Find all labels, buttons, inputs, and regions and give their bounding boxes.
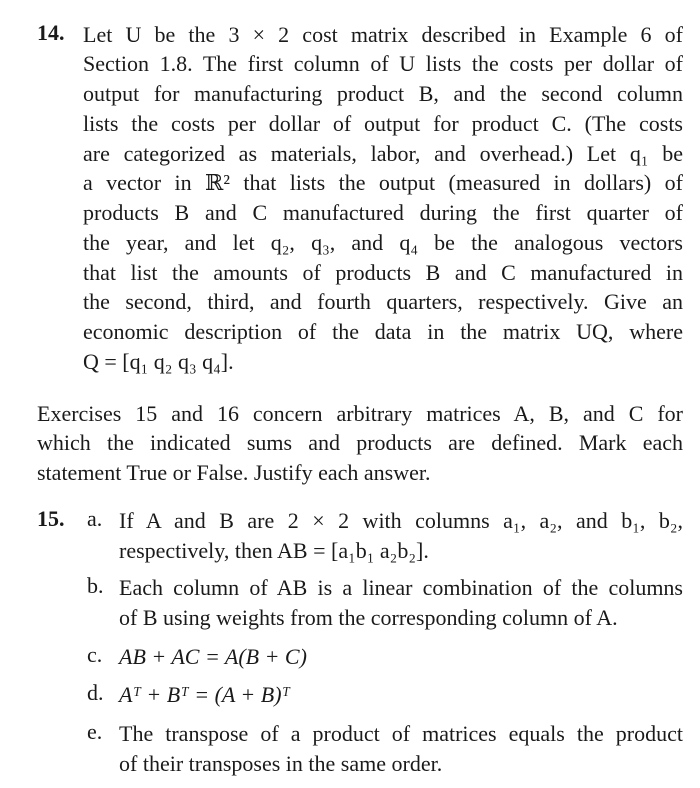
part-d-letter: d. — [87, 680, 104, 705]
exercise-14-line: are categorized as materials, labor, and overhead.) Let q₁ be — [83, 141, 683, 166]
exercise-15-number: 15. — [37, 506, 65, 531]
exercise-14-line: lists the costs per dollar of output for product C. (The costs — [83, 111, 683, 136]
exercise-14-line: that list the amounts of products B and C manufactured in — [83, 260, 683, 285]
part-b-letter: b. — [87, 573, 104, 598]
part-b-line: of B using weights from the corresponding column of A. — [119, 605, 618, 630]
exercise-14-line: the second, third, and fourth quarters, respectively. Give an — [83, 289, 683, 314]
intro-line: Exercises 15 and 16 concern arbitrary matrices A, B, and C for — [37, 401, 683, 426]
part-e-letter: e. — [87, 719, 103, 744]
part-c-equation: AB + AC = A(B + C) — [119, 644, 307, 669]
part-a-line: If A and B are 2 × 2 with columns a₁, a₂, and b₁, b₂, — [119, 508, 683, 533]
part-a-line: respectively, then AB = [a₁b₁ a₂b₂]. — [119, 538, 429, 563]
exercise-14-line: the year, and let q₂, q₃, and q₄ be the analogous vectors — [83, 230, 683, 255]
exercise-14-line: products B and C manufactured during the first quarter of — [83, 200, 683, 225]
exercise-14-number: 14. — [37, 20, 65, 45]
exercise-14-line: economic description of the data in the matrix UQ, where — [83, 319, 683, 344]
part-a-letter: a. — [87, 506, 103, 531]
exercise-14-line: Section 1.8. The first column of U lists the costs per dollar of — [83, 51, 683, 76]
intro-line: statement True or False. Justify each answer. — [37, 460, 431, 485]
part-e-line: of their transposes in the same order. — [119, 751, 443, 776]
part-d-equation: Aᵀ + Bᵀ = (A + B)ᵀ — [119, 682, 291, 707]
intro-line: which the indicated sums and products are defined. Mark each — [37, 430, 683, 455]
exercise-14-line: Let U be the 3 × 2 cost matrix described in Example 6 of — [83, 22, 683, 47]
exercise-14-line: a vector in ℝ² that lists the output (measured in dollars) of — [83, 170, 683, 195]
exercise-14-line: Q = [q₁ q₂ q₃ q₄]. — [83, 349, 234, 374]
part-c-letter: c. — [87, 642, 103, 667]
part-b-line: Each column of AB is a linear combination of the columns — [119, 575, 683, 600]
part-e-line: The transpose of a product of matrices equals the product — [119, 721, 683, 746]
exercise-14-line: output for manufacturing product B, and the second column — [83, 81, 683, 106]
